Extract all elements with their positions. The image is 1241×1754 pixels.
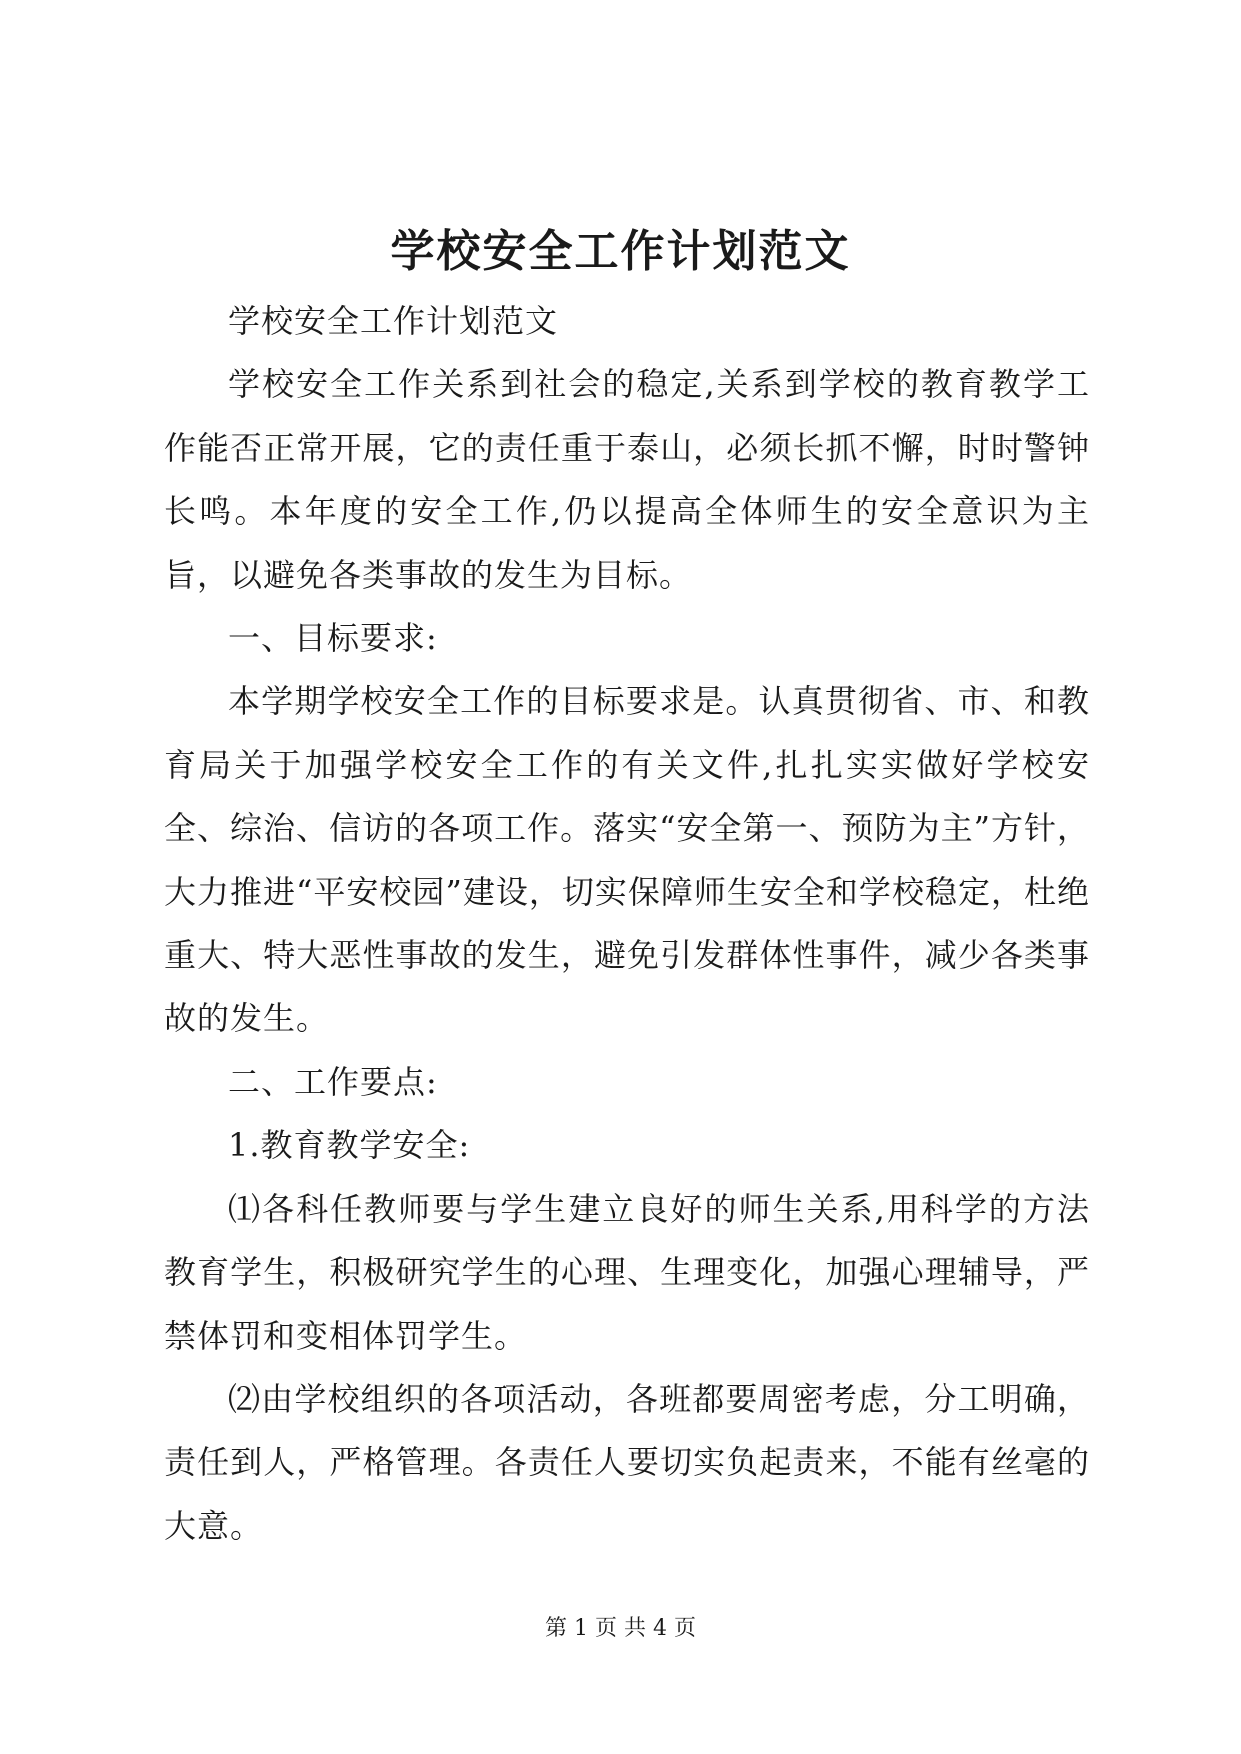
paragraph-intro: 学校安全工作关系到社会的稳定,关系到学校的教育教学工作能否正常开展，它的责任重于泰山，必须长抓不懈，时时警钟长鸣。本年度的安全工作,仍以提高全体师生的安全意识为主旨，以避免各类事故的发生为目标。 xyxy=(164,365,1090,594)
document-body xyxy=(164,290,1090,1558)
page-footer: 第 1 页 共 4 页 xyxy=(545,1616,696,1641)
paragraph-goals: 本学期学校安全工作的目标要求是。认真贯彻省、市、和教育局关于加强学校安全工作的有关文件,扎扎实实做好学校安全、综治、信访的各项工作。落实“安全第一、预防为主”方针，大力推进“平安校园”建设，切实保障师生安全和学校稳定，杜绝重大、特大恶性事故的发生，避免引发群体性事件，减少各类事故的发生。 xyxy=(164,682,1090,1038)
paragraph-item-1: ⑴各科任教师要与学生建立良好的师生关系,用科学的方法教育学生，积极研究学生的心理、生理变化，加强心理辅导，严禁体罚和变相体罚学生。 xyxy=(164,1189,1090,1355)
document-title: 学校安全工作计划范文 xyxy=(390,226,851,277)
heading-work-points: 二、工作要点: xyxy=(228,1062,438,1101)
paragraph-subtitle: 学校安全工作计划范文 xyxy=(228,302,559,340)
heading-teaching-safety: 1.教育教学安全: xyxy=(228,1126,471,1165)
heading-goals: 一、目标要求: xyxy=(228,619,438,658)
paragraph-item-2: ⑵由学校组织的各项活动，各班都要周密考虑，分工明确，责任到人，严格管理。各责任人要切实负起责来，不能有丝毫的大意。 xyxy=(164,1379,1090,1545)
